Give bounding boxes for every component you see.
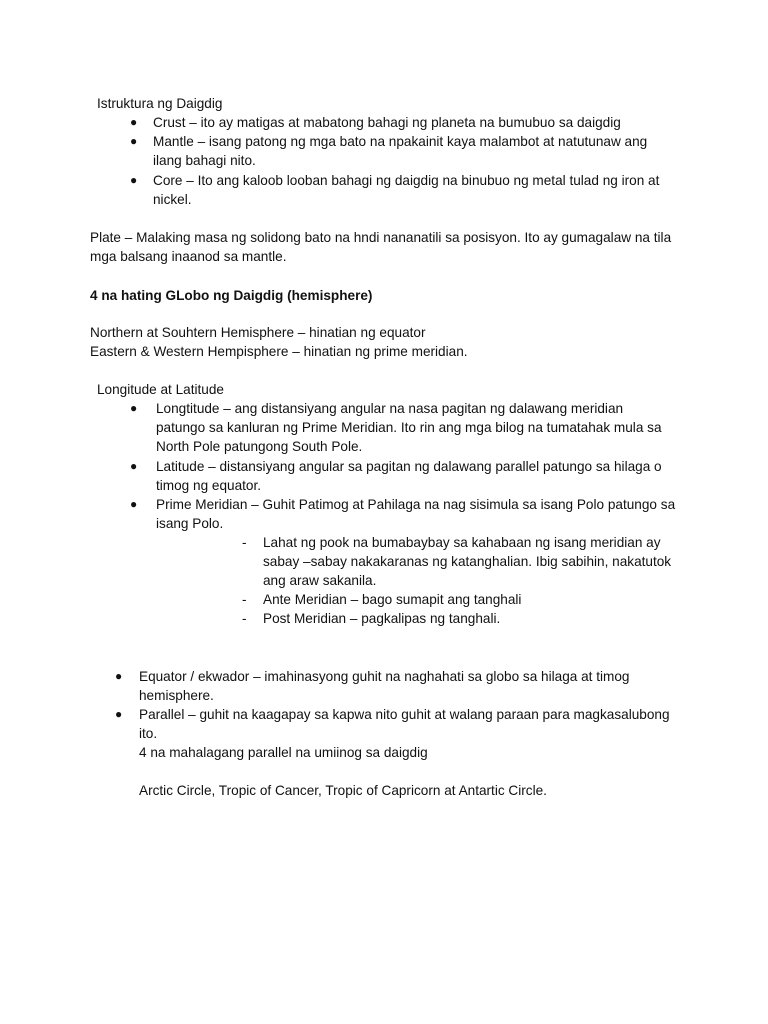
subitem-meridian-noon-cont: ang araw sakanila. [263, 573, 377, 588]
equator-item: Equator / ekwador – imahinasyong guhit na naghahati sa globo sa hilaga at timog [139, 669, 630, 684]
bullet-icon: ● [130, 459, 138, 473]
dash-marker: - [242, 535, 247, 550]
section-heading-hemisphere: 4 na hating GLobo ng Daigdig (hemisphere) [90, 288, 373, 303]
structure-item-mantle-cont: ilang bahagi nito. [153, 153, 256, 168]
subitem-meridian-noon: Lahat ng pook na bumabaybay sa kahabaan ng isang meridian ay [263, 535, 661, 550]
equator-item-cont: hemisphere. [139, 688, 214, 703]
plate-paragraph-line-2: mga balsang inaanod sa mantle. [90, 249, 287, 264]
dash-marker: - [242, 611, 247, 626]
bullet-icon: ● [130, 497, 138, 511]
longlat-item-longitude-cont: North Pole patungong South Pole. [156, 439, 363, 454]
longlat-item-prime-meridian-cont: isang Polo. [156, 516, 224, 531]
dash-marker: - [242, 592, 247, 607]
longlat-item-longitude: Longtitude – ang distansiyang angular na nasa pagitan ng dalawang meridian [156, 401, 624, 416]
bullet-icon: ● [130, 401, 138, 415]
longlat-item-prime-meridian: Prime Meridian – Guhit Patimog at Pahilaga na nag sisimula sa isang Polo patungo sa [156, 497, 676, 512]
structure-item-core: Core – Ito ang kaloob looban bahagi ng daigdig na binubuo ng metal tulad ng iron at [153, 173, 660, 188]
bullet-icon: ● [130, 134, 138, 148]
hemisphere-line-2: Eastern & Western Hempisphere – hinatian ng prime meridian. [90, 344, 468, 359]
section-heading-longlat: Longitude at Latitude [97, 382, 224, 397]
hemisphere-line-1: Northern at Souhtern Hemisphere – hinatian ng equator [90, 325, 426, 340]
structure-item-crust: Crust – ito ay matigas at mabatong bahagi ng planeta na bumubuo sa daigdig [153, 115, 621, 130]
longlat-item-latitude-cont: timog ng equator. [156, 478, 262, 493]
bullet-icon: ● [115, 707, 123, 721]
bullet-icon: ● [130, 173, 138, 187]
longlat-item-longitude-cont: patungo sa kanluran ng Prime Meridian. Ito rin ang mga bilog na tumatahak mula sa [156, 420, 662, 435]
section-heading-structure: Istruktura ng Daigdig [97, 96, 223, 111]
subitem-ante-meridian: Ante Meridian – bago sumapit ang tanghali [263, 592, 522, 607]
bullet-icon: ● [130, 115, 138, 129]
plate-paragraph-line-1: Plate – Malaking masa ng solidong bato na hndi nananatili sa posisyon. Ito ay gumagalaw na tila [90, 230, 672, 245]
structure-item-mantle: Mantle – isang patong ng mga bato na npakainit kaya malambot at natutunaw ang [153, 134, 648, 149]
parallel-item: Parallel – guhit na kaagapay sa kapwa nito guhit at walang paraan para magkasalubong [139, 707, 670, 722]
longlat-item-latitude: Latitude – distansiyang angular sa pagitan ng dalawang parallel patungo sa hilaga o [156, 459, 662, 474]
bullet-icon: ● [115, 669, 123, 683]
parallel-item-cont: ito. [139, 726, 158, 741]
structure-item-core-cont: nickel. [153, 192, 192, 207]
parallel-list: Arctic Circle, Tropic of Cancer, Tropic of Capricorn at Antartic Circle. [139, 783, 547, 798]
parallel-note: 4 na mahalagang parallel na umiinog sa daigdig [139, 745, 428, 760]
subitem-meridian-noon-cont: sabay –sabay nakakaranas ng katanghalian. Ibig sabihin, nakatutok [263, 554, 672, 569]
subitem-post-meridian: Post Meridian – pagkalipas ng tanghali. [263, 611, 501, 626]
